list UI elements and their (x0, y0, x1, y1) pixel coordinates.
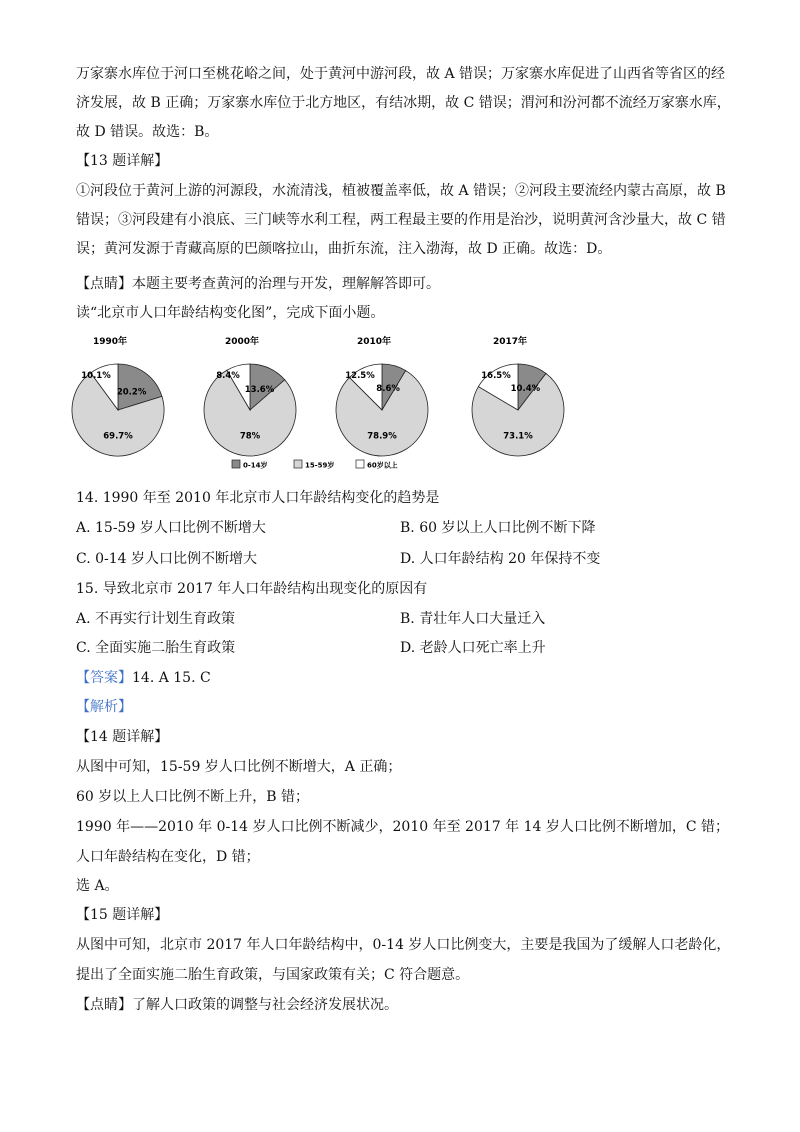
detail-line: 提出了全面实施二胎生育政策，与国家政策有关；C 符合题意。 (76, 967, 470, 983)
detail-line: 从图中可知，北京市 2017 年人口年龄结构中，0-14 岁人口比例变大，主要是我国为了缓解人口老龄化， (76, 937, 731, 953)
section-heading-14: 【14 题详解】 (76, 729, 169, 745)
pie-title: 2010年 (356, 337, 392, 347)
q14-option-b: B. 60 岁以上人口比例不断下降 (400, 520, 596, 536)
q14-option-c: C. 0-14 岁人口比例不断增大 (76, 551, 258, 567)
answer-tag: 【答案】 (76, 670, 132, 686)
legend-swatch (232, 460, 240, 468)
legend-swatch (294, 460, 302, 468)
paragraph-line: ①河段位于黄河上游的河源段，水流清浅，植被覆盖率低，故 A 错误；②河段主要流经内蒙古高原，故 B (76, 183, 726, 199)
detail-line: 1990 年——2010 年 0-14 岁人口比例不断减少，2010 年至 2017 年 14 岁人口比例不断增加，C 错； (76, 819, 729, 835)
legend-label: 15-59岁 (305, 461, 335, 470)
pie-slice-label: 10.1% (81, 371, 111, 381)
pie-title: 1990年 (92, 337, 128, 347)
paragraph-line: 误；黄河发源于青藏高原的巴颜喀拉山，曲折东流，注入渤海，故 D 正确。故选：D。 (76, 241, 612, 257)
detail-line: 人口年龄结构在变化，D 错； (76, 849, 260, 865)
q15-option-d: D. 老龄人口死亡率上升 (400, 640, 546, 656)
dianjing-note: 【点睛】了解人口政策的调整与社会经济发展状况。 (76, 997, 398, 1013)
legend-swatch (356, 460, 364, 468)
pie-title: 2017年 (492, 337, 528, 347)
paragraph-line: 济发展，故 B 正确；万家寨水库位于北方地区，有结冰期，故 C 错误；渭河和汾河都不流经万家寨水库， (76, 95, 731, 111)
pie-slice-label: 8.4% (216, 371, 240, 381)
answer-text: 14. A 15. C (132, 670, 211, 686)
section-heading-15: 【15 题详解】 (76, 907, 169, 923)
pie-slice-label: 10.4% (510, 384, 541, 395)
dianjing-note: 【点睛】本题主要考查黄河的治理与开发，理解解答即可。 (76, 276, 440, 292)
q15-option-a: A. 不再实行计划生育政策 (76, 611, 236, 627)
chart-intro: 读“北京市人口年龄结构变化图”，完成下面小题。 (76, 305, 385, 321)
question-15-stem: 15. 导致北京市 2017 年人口年龄结构出现变化的原因有 (76, 581, 428, 597)
pie-slice-label: 78% (239, 431, 261, 442)
detail-line: 60 岁以上人口比例不断上升，B 错； (76, 789, 310, 805)
q14-option-d: D. 人口年龄结构 20 年保持不变 (400, 551, 601, 567)
pie-slice-label: 69.7% (103, 431, 133, 442)
pie-slice-label: 8.6% (376, 383, 400, 394)
paragraph-line: 错误；③河段建有小浪底、三门峡等水利工程，两工程最主要的作用是治沙，说明黄河含沙量大，故 C 错 (76, 212, 726, 228)
legend-label: 0-14岁 (243, 461, 268, 470)
q14-option-a: A. 15-59 岁人口比例不断增大 (76, 520, 266, 536)
detail-line: 选 A。 (76, 878, 119, 894)
paragraph-line: 故 D 错误。故选：B。 (76, 124, 219, 140)
detail-line: 从图中可知，15-59 岁人口比例不断增大，A 正确； (76, 759, 402, 775)
section-heading-13: 【13 题详解】 (76, 153, 169, 169)
pie-slice-label: 16.5% (481, 371, 511, 381)
jiexi-tag: 【解析】 (76, 699, 132, 715)
age-structure-pie-charts (60, 330, 541, 475)
pie-slice-label: 13.6% (244, 385, 275, 396)
pie-slice-label: 78.9% (367, 431, 397, 442)
question-14-stem: 14. 1990 年至 2010 年北京市人口年龄结构变化的趋势是 (76, 490, 440, 506)
paragraph-line: 万家寨水库位于河口至桃花峪之间，处于黄河中游河段，故 A 错误；万家寨水库促进了山西省等省区的经 (76, 66, 726, 82)
q15-option-b: B. 青壮年人口大量迁入 (400, 611, 546, 627)
q15-option-c: C. 全面实施二胎生育政策 (76, 640, 236, 656)
answer-line (76, 668, 211, 688)
pie-slice-label: 20.2% (116, 387, 147, 398)
pie-title: 2000年 (224, 337, 260, 347)
pie-slice-label: 73.1% (503, 431, 533, 442)
pie-slice-label: 12.5% (345, 371, 375, 381)
legend-label: 60岁以上 (367, 461, 398, 470)
